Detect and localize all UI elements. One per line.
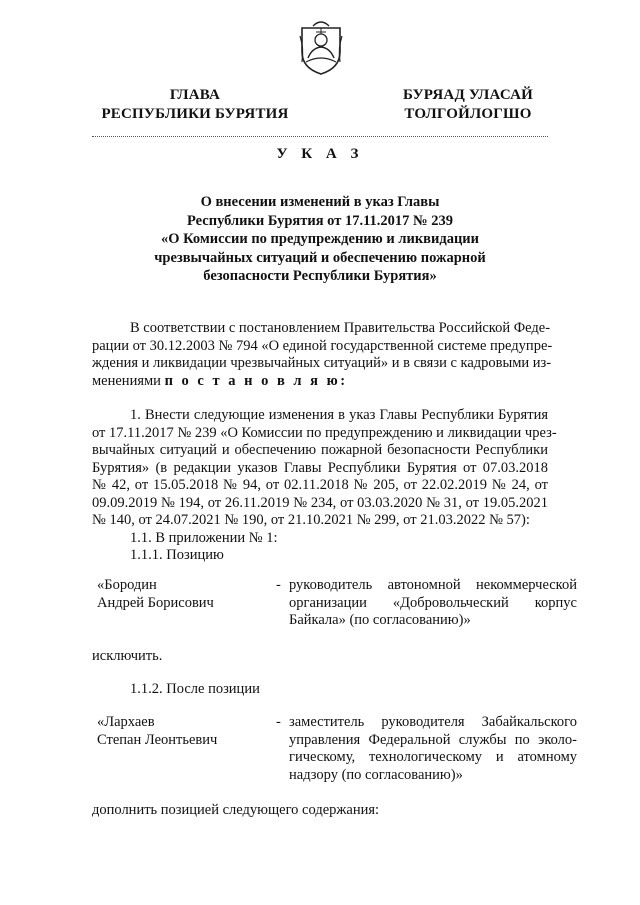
clause-1-line: от 17.11.2017 № 239 «О Комиссии по предупреждению и ликвидации чрез- [92, 424, 557, 441]
clause-1-line: 09.09.2019 № 194, от 26.11.2019 № 234, от 03.03.2020 № 31, от 19.05.2021 [92, 494, 548, 511]
entry-2-description [289, 714, 577, 784]
entry-1-description [289, 577, 577, 630]
clause-1-line: Бурятия» (в редакции указов Главы Республики Бурятия от 07.03.2018 [92, 459, 548, 476]
entry-2-desc-line: надзору (по согласованию)» [289, 766, 463, 783]
supplement-text: дополнить позицией следующего содержания: [92, 802, 380, 818]
clause-1-1: 1.1. В приложении № 1: [130, 529, 278, 546]
preamble-line: рации от 30.12.2003 № 794 «О единой государственной системе предупре- [92, 337, 553, 354]
title-line: безопасности Республики Бурятия» [203, 268, 437, 284]
header-right-line-1: БУРЯАД УЛАСАЙ [402, 87, 534, 103]
clause-1-line: вычайных ситуаций и обеспечению пожарной безопасности Республики [92, 442, 548, 458]
entry-2-name [97, 714, 267, 749]
header-right [388, 86, 548, 124]
title-line: чрезвычайных ситуаций и обеспечению пожарной [154, 249, 486, 266]
clause-1-line: 1. Внести следующие изменения в указ Главы Республики Бурятия [130, 407, 548, 423]
preamble-paragraph [92, 320, 553, 390]
header-right-line-2: ТОЛГОЙЛОГШО [404, 106, 532, 122]
entry-1-name-line: «Бородин [97, 577, 157, 593]
clause-1-1-1: 1.1.1. Позицию [130, 547, 224, 563]
entry-1-desc-line: руководитель автономной некоммерческой [289, 577, 577, 593]
clause-1-paragraph [92, 407, 557, 565]
preamble-line: В соответствии с постановлением Правительства Российской Феде- [130, 320, 551, 336]
entry-2-name-line: «Лархаев [97, 714, 155, 730]
title-line: Республики Бурятия от 17.11.2017 № 239 [187, 212, 453, 229]
clause-1-1-2-text: 1.1.2. После позиции [130, 681, 260, 697]
header-left-line-2: РЕСПУБЛИКИ БУРЯТИЯ [101, 106, 289, 122]
document-title [140, 193, 500, 286]
clause-1-line: № 42, от 15.05.2018 № 94, от 02.11.2018 № 205, от 22.02.2019 № 24, от [92, 477, 548, 493]
title-line: «О Комиссии по предупреждению и ликвидации [160, 231, 480, 247]
entry-1-dash: - [276, 577, 281, 593]
entry-1-desc-line: Байкала» (по согласованию)» [289, 612, 471, 628]
clause-1-1-2 [92, 681, 548, 699]
entry-2-desc-line: управления Федеральной службы по эколо- [289, 731, 577, 748]
entry-2-desc-line: заместитель руководителя Забайкальского [289, 714, 577, 730]
entry-1-name-line: Андрей Борисович [97, 594, 214, 611]
title-line: О внесении изменений в указ Главы [200, 194, 440, 210]
decree-word: п о с т а н о в л я ю: [164, 372, 348, 389]
coat-of-arms-emblem [298, 18, 344, 76]
clause-1-line: № 140, от 24.07.2021 № 190, от 21.10.2021 № 299, от 21.03.2022 № 57): [92, 512, 530, 528]
entry-1-name [97, 577, 267, 612]
entry-2-dash: - [276, 714, 281, 730]
entry-2-name-line: Степан Леонтьевич [97, 731, 218, 748]
exclude-text: исключить. [92, 648, 163, 664]
document-type: У К А З [276, 146, 364, 162]
preamble-line: менениями [92, 372, 161, 389]
entry-2-desc-line: гическому, технологическому и атомному [289, 749, 577, 765]
preamble-line: ждения и ликвидации чрезвычайных ситуаций» и в связи с кадровыми из- [92, 355, 552, 371]
header-left [92, 86, 298, 124]
header-left-line-1: ГЛАВА [169, 87, 221, 103]
header-divider [92, 136, 548, 137]
entry-1-desc-line: организации «Добровольческий корпус [289, 594, 577, 611]
